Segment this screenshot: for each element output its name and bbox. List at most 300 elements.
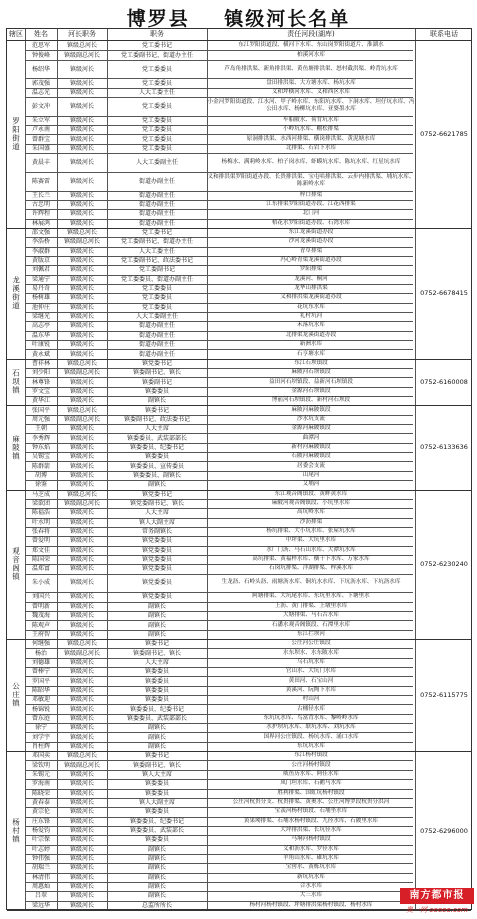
chief-role-cell: 镇级河长: [69, 471, 94, 479]
contact-phone: 0752-6678415: [420, 289, 468, 298]
position-cell: 街道办副主任: [138, 191, 175, 199]
position-cell: 镇委副书记、镇长: [132, 761, 181, 769]
position-cell: 副镇长: [147, 630, 166, 638]
position-cell: 镇党委书记: [141, 490, 172, 498]
name-cell: 王朝: [34, 425, 47, 433]
position-cell: 街道办副主任: [138, 210, 175, 218]
chief-role-cell: 镇级河长: [69, 135, 94, 143]
river-section-cell: 东江石坝镇段: [294, 359, 328, 366]
chief-role-cell: 镇级河长: [69, 443, 94, 451]
name-cell: 郭茂强: [31, 79, 50, 87]
name-cell: 曾东庭: [31, 714, 50, 722]
chief-role-cell: 镇级总河长: [66, 359, 97, 367]
chief-role-cell: 镇级河长: [69, 883, 94, 891]
name-cell: 陈观声: [31, 621, 50, 629]
river-section-cell: 礼村坑河: [299, 313, 323, 320]
name-cell: 易丹奇: [31, 285, 50, 293]
chief-role-cell: 镇级河长: [69, 79, 94, 87]
river-section-cell: 梓口排渠: [299, 191, 323, 198]
position-cell: 镇委委员: [144, 387, 169, 395]
chief-role-cell: 镇级河长: [69, 219, 94, 227]
name-cell: 李淑群: [31, 247, 50, 255]
river-section-cell: 上沥、黄门排渠、上墩里水库: [274, 602, 348, 609]
name-cell: 刘国兴: [31, 593, 50, 601]
river-section-cell: 博前河石坝镇段、新村河石坝段: [271, 397, 351, 404]
river-section-cell: 江东排渠罗阳街道办段、江花西排渠: [266, 201, 356, 208]
position-cell: 党工委书记: [141, 42, 172, 50]
river-section-cell: 义和坪横河水库、义和西区水库: [271, 88, 351, 95]
river-section-cell: 水护坝坑水库、联坑水库、刘坑水库: [266, 724, 356, 731]
chief-role-cell: 镇级河长: [69, 247, 94, 255]
chief-role-cell: 镇级河长: [69, 528, 94, 536]
river-section-cell: 马垌河杨村镇段: [291, 836, 331, 843]
chief-role-cell: 镇级河长: [69, 799, 94, 807]
name-cell: 杨爱钧: [31, 827, 50, 835]
position-cell: 人大工委主任: [138, 88, 175, 96]
header-cell: 河长职务: [68, 30, 96, 38]
name-cell: 徐宁: [34, 724, 47, 732]
name-cell: 肖柱辉: [31, 742, 50, 750]
position-cell: 镇人大主席: [141, 771, 172, 778]
chief-role-cell: 镇级河长: [69, 462, 94, 470]
river-section-cell: 沙河龙溪街道办段: [288, 238, 334, 245]
position-cell: 镇党委委员: [141, 565, 172, 573]
name-cell: 马芝成: [31, 490, 50, 498]
river-section-cell: 新村河麻陂镇段: [291, 443, 331, 450]
name-cell: 朱小成: [31, 579, 50, 587]
name-cell: 温东华: [31, 331, 50, 339]
chief-role-cell: 镇级河长: [69, 350, 94, 358]
name-cell: 罗文宝: [31, 387, 50, 395]
chief-role-cell: 镇级河长: [69, 434, 94, 442]
chief-role-cell: 镇级副总河长: [63, 238, 100, 246]
position-cell: 街道办副主任: [138, 341, 175, 349]
river-section-cell: 羊角山水库、碓坑水库: [283, 855, 339, 862]
name-cell: 何继强: [31, 640, 50, 648]
river-section-cell: 国界河公庄镇段、杨坑水库、涌口水库: [263, 733, 359, 740]
name-cell: 王府智: [31, 630, 50, 638]
chief-role-cell: 镇级河长: [69, 565, 94, 573]
name-cell: 黄华江: [31, 397, 50, 405]
chief-role-cell: 镇级河长: [69, 602, 94, 610]
chief-role-cell: 镇级总河长: [66, 42, 97, 50]
chief-role-cell: 镇级河长: [69, 313, 94, 321]
river-section-cell: 石潘水观音阁镇段、石潭里水库: [271, 621, 351, 628]
position-cell: 副镇长: [147, 845, 166, 853]
name-cell: 张春将: [31, 528, 50, 536]
chief-role-cell: 镇级河长: [69, 771, 94, 778]
name-cell: 刘少阳: [31, 369, 50, 377]
river-section-cell: 新坑坑水库: [297, 873, 325, 880]
contact-phone: 0752-6621785: [420, 130, 468, 139]
position-cell: 副镇长: [147, 724, 166, 732]
header-cell: 联系电话: [430, 30, 458, 38]
position-cell: 镇委委员、武装部部长: [126, 714, 187, 722]
chief-role-cell: 镇级河长: [69, 677, 94, 685]
chief-role-cell: 镇级河长: [69, 88, 94, 96]
chief-role-cell: 镇级河长: [69, 873, 94, 881]
name-cell: 池仲庄: [31, 303, 50, 311]
name-cell: 林展鸿: [31, 219, 50, 227]
name-cell: 刘德雄: [31, 658, 50, 666]
name-cell: 彭文冲: [31, 102, 50, 110]
position-cell: 镇委委员: [144, 789, 169, 797]
position-cell: 镇委委员、纪委书记: [129, 443, 184, 451]
chief-role-cell: 镇级河长: [69, 322, 94, 330]
name-cell: 周惠灿: [31, 883, 50, 891]
position-cell: 党工委副书记: [138, 266, 175, 274]
position-cell: 镇委副书记: [141, 378, 172, 386]
river-section-cell: 大三水库: [299, 892, 323, 899]
contact-phone: 0752-6230240: [420, 560, 468, 569]
chief-role-cell: 镇级副总河长: [63, 500, 100, 508]
name-cell: 魏茂海: [31, 612, 50, 620]
name-cell: 杨树雄: [31, 294, 50, 302]
name-cell: 梁继光: [31, 313, 50, 321]
chief-role-cell: 镇级河长: [69, 303, 94, 311]
chief-role-cell: 镇级河长: [69, 518, 94, 526]
river-section-cell: 生龙沥、石岭头沥、雨塘沥水库、铜坑水水库、下坑沥水库、下坑沥水库: [221, 579, 401, 586]
river-section-cell: 水厂门沥、马石山水库、大潭坑水库: [266, 546, 356, 553]
chief-role-cell: 镇级河长: [69, 509, 94, 517]
river-section-cell: 新洲水库: [299, 341, 323, 348]
position-cell: 镇人大副主席: [138, 518, 175, 526]
name-cell: 温郑富: [31, 565, 50, 573]
chief-role-cell: 镇级副总河长: [63, 761, 100, 769]
name-cell: 罗海南: [31, 780, 50, 788]
river-section-cell: 石岗坑排渠、洋湖排渠、梓溪水库: [269, 565, 353, 572]
river-section-cell: 胜利排渠、国虹坑杨村镇段: [277, 789, 345, 796]
position-cell: 街道办副主任: [138, 322, 175, 330]
river-section-cell: 石陂河麻陂镇段: [291, 453, 331, 460]
river-section-cell: 车船陂水、荷背坑水库: [283, 116, 339, 123]
name-cell: 吴锡宝: [31, 453, 50, 461]
position-cell: 镇委委员: [144, 686, 169, 694]
position-cell: 镇委委员、副镇长: [132, 471, 181, 479]
position-cell: 党工委委员: [141, 303, 172, 311]
name-cell: 梁钦明: [31, 761, 50, 769]
position-cell: 街道办副主任: [138, 331, 175, 339]
name-cell: 吕翠: [34, 892, 47, 900]
contact-phone: 0752-6160008: [420, 378, 468, 387]
position-cell: 镇委委员: [144, 668, 169, 676]
position-cell: 街道办副主任: [138, 219, 175, 227]
position-cell: 镇委委员、纪委书记: [129, 817, 184, 825]
chief-role-cell: 镇级河长: [69, 827, 94, 835]
chief-role-cell: 镇级河长: [69, 158, 94, 166]
position-cell: 人大工委副主任: [135, 158, 178, 166]
river-section-cell: 大坪排洪渠、长坑径水库: [280, 827, 342, 834]
chief-role-cell: 镇级河长: [69, 210, 94, 218]
chief-role-cell: 镇级河长: [69, 285, 94, 293]
river-section-cell: 小岭坑水库、棚松排渠: [283, 126, 339, 133]
chief-role-cell: 镇级河长: [69, 668, 94, 676]
chief-role-cell: 镇级河长: [69, 845, 94, 853]
river-section-cell: 梧花水罗阳街道办段、石湾水库: [271, 219, 351, 226]
river-section-cell: 杨梅水、满莉岭水库、柏子岗水库、虾蟆坑水库、陈坑水库、红星坑水库: [221, 158, 401, 165]
river-section-cell: 北排渠龙溪街道办段: [285, 331, 337, 338]
chief-role-cell: 镇级河长: [69, 621, 94, 629]
name-cell: 杨绍华: [31, 65, 50, 73]
name-cell: 罗国平: [31, 677, 50, 685]
river-section-cell: 罗阳排渠: [299, 266, 323, 273]
river-section-cell: 高坑排渠、黄福梓水库、横干下水库、万家水库: [252, 556, 370, 563]
river-section-cell: 东江龙溪街道办段: [288, 229, 334, 236]
river-section-cell: 威鱼历水库、阿佳水库: [283, 771, 339, 777]
header-cell: 辖区: [9, 30, 23, 38]
name-cell: 范思军: [31, 42, 50, 50]
position-cell: 镇委委员、武装部部长: [126, 434, 187, 442]
name-cell: 李秀辉: [31, 434, 50, 442]
river-chief-table: [6, 28, 472, 910]
river-section-cell: 水东坝水、水东陂水库: [283, 649, 339, 656]
name-cell: 周元强: [31, 415, 50, 423]
position-cell: 镇委委员、宣传委员: [129, 462, 184, 470]
chief-role-cell: 镇级总河长: [66, 640, 97, 648]
river-section-cell: 古桶径水库: [297, 705, 325, 712]
name-cell: 邓国卖: [31, 752, 50, 760]
town-name: 龙溪街道: [11, 276, 21, 311]
name-cell: 古忠明: [31, 201, 50, 209]
position-cell: 镇委委员: [144, 453, 169, 461]
name-cell: 叶水明: [31, 518, 50, 526]
river-section-cell: 凤门坦水库、石鹅马水库: [280, 780, 342, 787]
name-cell: 林尊锋: [31, 378, 50, 386]
position-cell: 人大工委副主任: [135, 313, 178, 321]
river-section-cell: 石亨塘水库: [297, 350, 325, 357]
name-cell: 陈福浩: [31, 509, 50, 517]
chief-role-cell: 镇级总河长: [66, 752, 97, 760]
contact-phone: 0752-6115775: [420, 691, 468, 700]
contact-phone: 0752-6133636: [420, 443, 468, 452]
river-section-cell: 东江杨村镇段: [294, 752, 328, 759]
position-cell: 党工委书记: [141, 229, 172, 237]
position-cell: 镇委委员: [144, 836, 169, 844]
river-section-cell: 高坑岭水库: [297, 509, 325, 516]
river-section-cell: 公庄河杨村镇段: [291, 761, 331, 768]
river-section-cell: 阿塘排渠、大坑尾水库、东坑里水库、下塘里水: [252, 593, 370, 600]
name-cell: 杨治: [34, 649, 47, 657]
chief-role-cell: 镇级河长: [69, 817, 94, 825]
name-cell: 梁远华: [31, 901, 50, 909]
chief-role-cell: 镇级河长: [69, 102, 94, 110]
river-section-cell: 麻陂河麻陂镇段: [291, 406, 331, 413]
chief-role-cell: 镇级河长: [69, 453, 94, 461]
position-cell: 党工委委员: [141, 144, 172, 152]
river-section-cell: 柏溪河水库: [297, 51, 325, 58]
chief-role-cell: 镇级河长: [69, 686, 94, 694]
name-cell: 曾爱明: [31, 537, 50, 545]
chief-role-cell: 镇级河长: [69, 864, 94, 872]
chief-role-cell: 镇级河长: [69, 579, 94, 587]
chief-role-cell: 镇级河长: [69, 705, 94, 713]
name-cell: 郑文佳: [31, 546, 50, 554]
position-cell: 党工委副书记、政法委书记: [120, 257, 193, 265]
river-section-cell: 宝羡河杨村镇段、石埔坐水库: [274, 808, 348, 815]
river-section-cell: 益田河石坝镇段、益新河石坝镇段: [269, 378, 353, 385]
position-cell: 镇党委委员: [141, 593, 172, 601]
name-cell: 黄晨丰: [31, 158, 50, 166]
position-cell: 党工委委员: [141, 285, 172, 293]
chief-role-cell: 镇级河长: [69, 191, 94, 199]
name-cell: 陈昭华: [31, 686, 50, 694]
position-cell: 党工委委员、街道办副主任: [120, 275, 193, 283]
name-cell: 邓敏迎: [31, 696, 50, 704]
river-section-cell: 芦岛角排洪渠、新角排洪渠、黄鱼塘排洪渠、怒村截洪渠、岭背坑水库: [224, 65, 398, 72]
position-cell: 副镇长: [147, 883, 166, 891]
chief-role-cell: 镇级河长: [69, 397, 94, 405]
chief-role-cell: 镇级河长: [69, 714, 94, 722]
position-cell: 副镇长: [147, 864, 166, 872]
position-cell: 镇委书记: [144, 406, 169, 414]
name-cell: 朱锡元: [31, 771, 50, 778]
chief-role-cell: 镇级副总河长: [63, 649, 100, 657]
contact-phone: 0752-6296000: [420, 826, 468, 835]
chief-role-cell: 镇级河长: [69, 65, 94, 73]
name-cell: 邵文强: [31, 229, 50, 237]
position-cell: 镇党委副书记、镇长: [129, 500, 184, 508]
position-cell: 党工委委员: [141, 102, 172, 110]
position-cell: 街道办副主任: [138, 177, 175, 185]
river-section-cell: 北门河: [302, 210, 320, 217]
position-cell: 副镇长: [147, 621, 166, 629]
river-section-cell: 大塘排渠、马石古水库: [283, 612, 339, 619]
river-section-cell: 花坑东水库: [297, 303, 325, 310]
chief-role-cell: 镇级河长: [69, 387, 94, 395]
chief-role-cell: 镇级河长: [69, 836, 94, 844]
position-cell: 党工委委员: [141, 126, 172, 134]
chief-role-cell: 镇级河长: [69, 144, 94, 152]
river-section-cell: 合水水库: [299, 883, 323, 890]
name-cell: 王长兰: [31, 191, 50, 199]
name-cell: 杨锦锐: [31, 705, 50, 713]
chief-role-cell: 镇级河长: [69, 425, 94, 433]
chief-role-cell: 镇级河长: [69, 724, 94, 732]
name-cell: 黄宗伦: [31, 808, 50, 816]
chief-role-cell: 镇级副总河长: [63, 369, 100, 377]
river-section-cell: 义和排洪渠龙溪街道办段: [280, 294, 342, 301]
position-cell: 镇委书记: [144, 752, 169, 760]
river-section-cell: 义和排洪渠罗阳街道办段、长贵排洪渠、宝屯咕排洪渠、云步内排洪渠、埔坑水库、陈新岭水库: [207, 174, 415, 188]
position-cell: 党工委委员: [141, 65, 172, 73]
position-cell: 人大主席: [144, 509, 169, 517]
river-section-cell: 杨村河杨村镇段、坪塘排洪渠杨村镇段、杨村水库: [249, 901, 373, 908]
name-cell: 陈晓荣: [31, 789, 50, 797]
chief-role-cell: 镇级副总河长: [63, 415, 100, 423]
chief-role-cell: 镇级河长: [69, 294, 94, 302]
town-name: 石坝镇: [11, 369, 21, 395]
chief-role-cell: 镇级河长: [69, 257, 94, 265]
river-section-cell: 东坑坑水库: [297, 742, 325, 749]
position-cell: 街道办副主任: [138, 201, 175, 209]
chief-role-cell: 镇级河长: [69, 116, 94, 124]
chief-role-cell: 镇级河长: [69, 696, 94, 704]
position-cell: 副镇长: [147, 397, 166, 405]
position-cell: 副镇长: [147, 733, 166, 741]
position-cell: 镇委委员: [144, 696, 169, 704]
position-cell: 镇党委委员: [141, 546, 172, 554]
name-cell: 刘佩君: [31, 266, 50, 274]
river-section-cell: 乌石坑水库: [297, 658, 325, 665]
position-cell: 人大主席: [144, 658, 169, 666]
position-cell: 镇委副书记、镇长: [132, 649, 181, 657]
position-cell: 镇委副书记、镇长: [132, 369, 181, 377]
name-cell: 陈群箭: [31, 462, 50, 470]
name-cell: 黄春泰: [31, 799, 50, 807]
position-cell: 副镇长: [147, 873, 166, 881]
river-section-cell: 艾埔河: [302, 481, 320, 488]
name-cell: 陈国荣: [31, 556, 50, 564]
town-name: 麻陂镇: [11, 434, 21, 461]
name-cell: 曾棒宁: [31, 668, 50, 676]
chief-role-cell: 镇级河长: [69, 546, 94, 554]
name-cell: 梁通宁: [31, 275, 50, 283]
position-cell: 副镇长: [147, 892, 166, 900]
name-cell: 黄版京: [31, 257, 50, 265]
chief-role-cell: 镇级河长: [69, 593, 94, 601]
river-section-cell: 山尾河: [302, 471, 320, 478]
chief-role-cell: 镇级河长: [69, 126, 94, 134]
river-section-cell: 东江拦坝河: [297, 630, 325, 637]
name-cell: 黄永斌: [31, 350, 50, 358]
river-section-cell: 沙水坑支流: [297, 415, 325, 422]
name-cell: 钟俊峰: [31, 51, 50, 59]
position-cell: 副镇长: [147, 602, 166, 610]
chief-role-cell: 镇级副总河长: [63, 51, 100, 59]
river-section-cell: 公庄河杭贵分支、杭贵排渠、黄奥水、公庄河博罗段杭贵分洪河: [232, 799, 390, 806]
position-cell: 人大工委主任: [138, 247, 175, 255]
name-cell: 许辉程: [31, 210, 50, 218]
river-section-cell: 金源河麻陂镇段: [291, 425, 331, 432]
river-section-cell: 居委会支流: [297, 462, 325, 469]
site-watermark: 奥一网 oeeee.com: [406, 906, 468, 914]
position-cell: 党工委副书记、街道办主任: [120, 51, 193, 59]
name-cell: 钟东焰: [31, 443, 50, 451]
river-section-cell: 金源河石坝镇段: [291, 387, 331, 394]
river-section-cell: 麻陂河石坝镇段: [291, 369, 331, 376]
position-cell: 镇党委书记: [141, 359, 172, 367]
river-section-cell: 黄溪河、阮陶下水库: [285, 686, 337, 693]
river-section-cell: 禾落坑水库: [297, 322, 325, 329]
chief-role-cell: 镇级河长: [69, 612, 94, 620]
river-section-cell: 沙沥排渠: [299, 518, 323, 525]
river-section-cell: 义和沥水库、罗径水库: [283, 845, 339, 852]
chief-role-cell: 镇级河长: [69, 341, 94, 349]
name-cell: 朱立军: [31, 116, 50, 124]
chief-role-cell: 镇级河长: [69, 481, 94, 489]
header-cell: 姓名: [34, 30, 48, 38]
name-cell: 叶康锐: [31, 341, 50, 349]
name-cell: 李浩桥: [31, 238, 50, 246]
name-cell: 庄东锋: [31, 817, 50, 825]
river-section-cell: 黄果坳排渠、石埔水杨村镇段、九径水库、石陂里水库: [243, 817, 379, 824]
river-section-cell: 村山河: [302, 696, 320, 703]
chief-role-cell: 镇级总河长: [66, 490, 97, 498]
position-cell: 党工委副书记、街道办主任: [120, 238, 193, 246]
chief-role-cell: 镇级河长: [69, 789, 94, 797]
chief-role-cell: 镇级河长: [69, 901, 94, 909]
newspaper-logo: 南方都市报: [400, 888, 474, 904]
position-cell: 镇委委员、纪委书记: [129, 705, 184, 713]
name-cell: 胡瑞兰: [31, 864, 50, 872]
chief-role-cell: 镇级总河长: [66, 229, 97, 237]
name-cell: 林清伟: [31, 873, 50, 881]
name-cell: 卢永南: [31, 126, 50, 134]
position-cell: 副镇长: [147, 481, 166, 489]
name-cell: 陈赛雷: [31, 177, 50, 185]
name-cell: 刘学宇: [31, 733, 50, 741]
river-section-cell: 宝窖水、黄栎坑水库: [285, 864, 337, 871]
